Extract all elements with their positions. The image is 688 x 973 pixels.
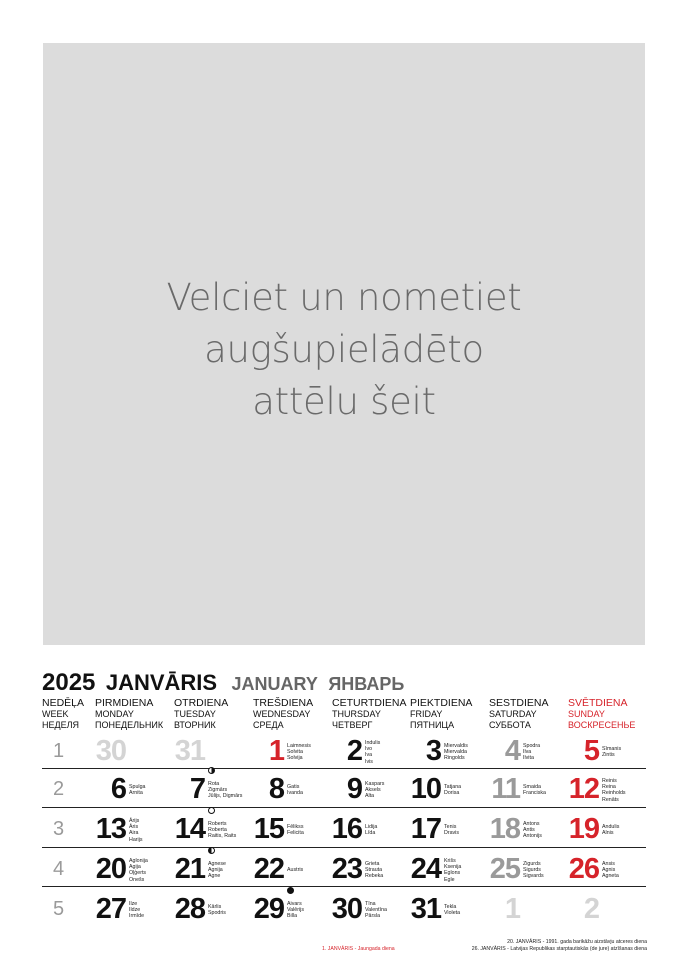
header-tuesday xyxy=(174,697,228,731)
day-cell[interactable] xyxy=(326,811,408,849)
name-days: Roberts Roberta Raitis, Raits xyxy=(208,821,237,840)
day-number: 8 xyxy=(268,773,284,805)
day-cell[interactable] xyxy=(326,851,408,889)
name-days: Grieta Strauta Rebeka xyxy=(365,861,384,880)
name-days: Laimnesis Solvita Solvija xyxy=(287,743,311,762)
day-number: 1 xyxy=(268,735,284,767)
name-days: Andulis Alnis xyxy=(602,824,620,837)
header-label-ru: ЧЕТВЕРГ xyxy=(332,720,373,730)
day-number: 10 xyxy=(410,773,441,805)
day-cell[interactable] xyxy=(563,851,645,889)
day-cell[interactable] xyxy=(405,771,487,809)
header-label-en: FRIDAY xyxy=(410,709,443,719)
day-number: 2 xyxy=(583,893,599,925)
name-days: Smaida Franciska xyxy=(523,784,546,797)
header-label-en: TUESDAY xyxy=(174,709,216,719)
name-days: Zigurds Sigurds Sigvards xyxy=(523,861,544,880)
day-cell[interactable] xyxy=(248,733,330,771)
name-days: Sīmanis Zintis xyxy=(602,746,622,759)
day-number: 27 xyxy=(95,893,126,925)
day-number: 31 xyxy=(410,893,441,925)
day-number: 15 xyxy=(253,813,284,845)
day-number: 21 xyxy=(174,853,205,885)
day-number: 30 xyxy=(95,735,126,767)
day-number: 25 xyxy=(489,853,520,885)
header-label-lv: SVĒTDIENA xyxy=(568,697,628,709)
image-dropzone[interactable] xyxy=(43,43,645,645)
header-friday xyxy=(410,697,472,731)
day-cell[interactable] xyxy=(90,733,172,771)
day-number: 4 xyxy=(504,735,520,767)
header-week xyxy=(42,697,84,731)
header-label-ru: СРЕДА xyxy=(253,720,284,730)
header-label-lv: PIEKTDIENA xyxy=(410,697,473,709)
header-label-ru: ПЯТНИЦА xyxy=(410,720,455,730)
day-cell[interactable] xyxy=(169,851,251,889)
header-monday xyxy=(95,697,163,731)
header-wednesday xyxy=(253,697,313,731)
name-days: Reinis Reina Reinholds Renāts xyxy=(602,778,626,803)
day-number: 26 xyxy=(568,853,599,885)
day-cell[interactable] xyxy=(405,851,487,889)
day-cell[interactable] xyxy=(405,891,487,929)
day-number: 16 xyxy=(331,813,362,845)
day-number: 17 xyxy=(410,813,441,845)
day-number: 23 xyxy=(331,853,362,885)
name-days: Ansis Agnis Agneta xyxy=(602,861,619,880)
name-days: Krišs Ksenija Eglons Egle xyxy=(444,858,462,883)
footer-note-2: 26. JANVĀRIS - Latvijas Republikas starptautiskās (de jure) atzīšanas diena xyxy=(471,945,647,952)
header-label-en: WEEK xyxy=(42,709,69,719)
week-number: 3 xyxy=(53,818,65,840)
header-sunday xyxy=(568,697,635,731)
day-cell[interactable] xyxy=(248,811,330,849)
day-cell[interactable] xyxy=(484,851,566,889)
day-number: 9 xyxy=(346,773,362,805)
header-label-en: THURSDAY xyxy=(332,709,381,719)
header-label-lv: PIRMDIENA xyxy=(95,697,154,709)
week-number: 2 xyxy=(53,778,65,800)
day-cell[interactable] xyxy=(248,851,330,889)
header-label-ru: ПОНЕДЕЛЬНИК xyxy=(95,720,164,730)
month-lv: JANVĀRIS xyxy=(105,670,218,695)
day-number: 30 xyxy=(331,893,362,925)
day-number: 19 xyxy=(568,813,599,845)
header-label-ru: НЕДЕЛЯ xyxy=(42,720,80,730)
day-number: 5 xyxy=(583,735,599,767)
day-number: 2 xyxy=(346,735,362,767)
moon-phase-full-icon xyxy=(208,807,215,814)
moon-phase-last-icon xyxy=(208,847,215,854)
name-days: Gatis Ivanda xyxy=(287,784,303,797)
name-days: Rota Zigmārs Jūlijs, Digmārs xyxy=(208,781,243,800)
name-days: Tīna Valentīna Pārsla xyxy=(365,901,387,920)
holiday-note: 1. JANVĀRIS - Jaungada diena xyxy=(322,946,395,952)
name-days: Spulga Arnita xyxy=(129,784,146,797)
header-label-ru: ВТОРНИК xyxy=(174,720,216,730)
dropzone-text: Velciet un nometiet augšupielādēto attēlu šeit xyxy=(166,276,522,423)
header-label-ru: ВОСКРЕСЕНЬЕ xyxy=(568,720,636,730)
name-days: Antons Antis Antonijs xyxy=(523,821,542,840)
header-label-en: MONDAY xyxy=(95,709,134,719)
name-days: Kārlis Spodris xyxy=(208,904,226,917)
month-ru: ЯНВАРЬ xyxy=(328,674,405,694)
name-days: Tekla Violeta xyxy=(444,904,461,917)
moon-phase-first-icon xyxy=(208,767,215,774)
name-days: Indulis Ivo Iva Ivis xyxy=(365,740,381,765)
name-days: Kaspars Aksels Alta xyxy=(365,781,385,800)
week-number: 5 xyxy=(53,898,65,920)
header-label-en: WEDNESDAY xyxy=(253,709,311,719)
header-thursday xyxy=(332,697,406,731)
header-label-lv: NEDĒĻA xyxy=(42,697,85,709)
day-cell[interactable] xyxy=(563,811,645,849)
header-label-lv: OTRDIENA xyxy=(174,697,229,709)
day-cell[interactable] xyxy=(484,771,566,809)
day-cell[interactable] xyxy=(248,891,330,929)
day-number: 28 xyxy=(174,893,205,925)
footer-note-1: 20. JANVĀRIS - 1991. gada barikāžu aizstāvju atceres diena xyxy=(507,939,647,945)
name-days: Aglonija Agija Oļģerts Onešs xyxy=(129,858,148,883)
day-cell[interactable] xyxy=(484,891,566,929)
header-label-lv: CETURTDIENA xyxy=(332,697,407,709)
day-number: 13 xyxy=(95,813,126,845)
day-cell[interactable] xyxy=(484,733,566,771)
day-number: 29 xyxy=(253,893,284,925)
day-number: 11 xyxy=(491,773,520,805)
day-cell[interactable] xyxy=(90,811,172,849)
calendar-title xyxy=(42,669,404,697)
header-label-en: SUNDAY xyxy=(568,709,605,719)
day-number: 3 xyxy=(425,735,441,767)
day-cell[interactable] xyxy=(169,733,251,771)
day-number: 1 xyxy=(504,893,520,925)
day-number: 18 xyxy=(489,813,520,845)
header-label-ru: СУББОТА xyxy=(489,720,531,730)
header-label-lv: TREŠDIENA xyxy=(253,697,314,709)
day-number: 31 xyxy=(174,735,205,767)
header-label-en: SATURDAY xyxy=(489,709,537,719)
day-number: 14 xyxy=(174,813,205,845)
week-number: 4 xyxy=(53,858,65,880)
week-number: 1 xyxy=(53,740,65,762)
footer-notes xyxy=(472,939,647,952)
name-days: Austris xyxy=(287,867,304,873)
day-number: 12 xyxy=(568,773,599,805)
day-cell[interactable] xyxy=(563,891,645,929)
day-cell[interactable] xyxy=(248,771,330,809)
name-days: Aivars Valērijs Billa xyxy=(287,901,304,920)
header-saturday xyxy=(489,697,549,731)
month-en: JANUARY xyxy=(231,674,318,694)
day-cell[interactable] xyxy=(563,733,645,771)
day-cell[interactable] xyxy=(169,891,251,929)
year: 2025 xyxy=(42,669,96,696)
day-cell[interactable] xyxy=(90,891,172,929)
name-days: Fēlikss Felicita xyxy=(287,824,304,837)
name-days: Tatjana Dorisa xyxy=(444,784,462,797)
day-cell[interactable] xyxy=(326,891,408,929)
name-days: Ilze Ildze Irmīde xyxy=(129,901,145,920)
day-cell[interactable] xyxy=(326,771,408,809)
day-cell[interactable] xyxy=(169,771,251,809)
day-cell[interactable] xyxy=(169,811,251,849)
day-cell[interactable] xyxy=(326,733,408,771)
day-number: 7 xyxy=(189,773,205,805)
day-cell[interactable] xyxy=(563,771,645,809)
day-cell[interactable] xyxy=(90,851,172,889)
name-days: Agnese Agnija Agne xyxy=(208,861,226,880)
day-cell[interactable] xyxy=(405,733,487,771)
name-days: Spodra Ilva Ilvita xyxy=(523,743,541,762)
day-number: 20 xyxy=(95,853,126,885)
day-number: 6 xyxy=(110,773,126,805)
day-cell[interactable] xyxy=(90,771,172,809)
header-label-lv: SESTDIENA xyxy=(489,697,549,709)
name-days: Lidija Līda xyxy=(365,824,378,837)
day-cell[interactable] xyxy=(484,811,566,849)
day-number: 22 xyxy=(253,853,284,885)
name-days: Miervaldis Miervalda Ringolds xyxy=(444,743,468,762)
day-number: 24 xyxy=(410,853,441,885)
day-cell[interactable] xyxy=(405,811,487,849)
moon-phase-new-icon xyxy=(287,887,294,894)
name-days: Ārijs Āris Aira Harijs xyxy=(129,818,143,843)
name-days: Tenis Dravis xyxy=(444,824,460,837)
